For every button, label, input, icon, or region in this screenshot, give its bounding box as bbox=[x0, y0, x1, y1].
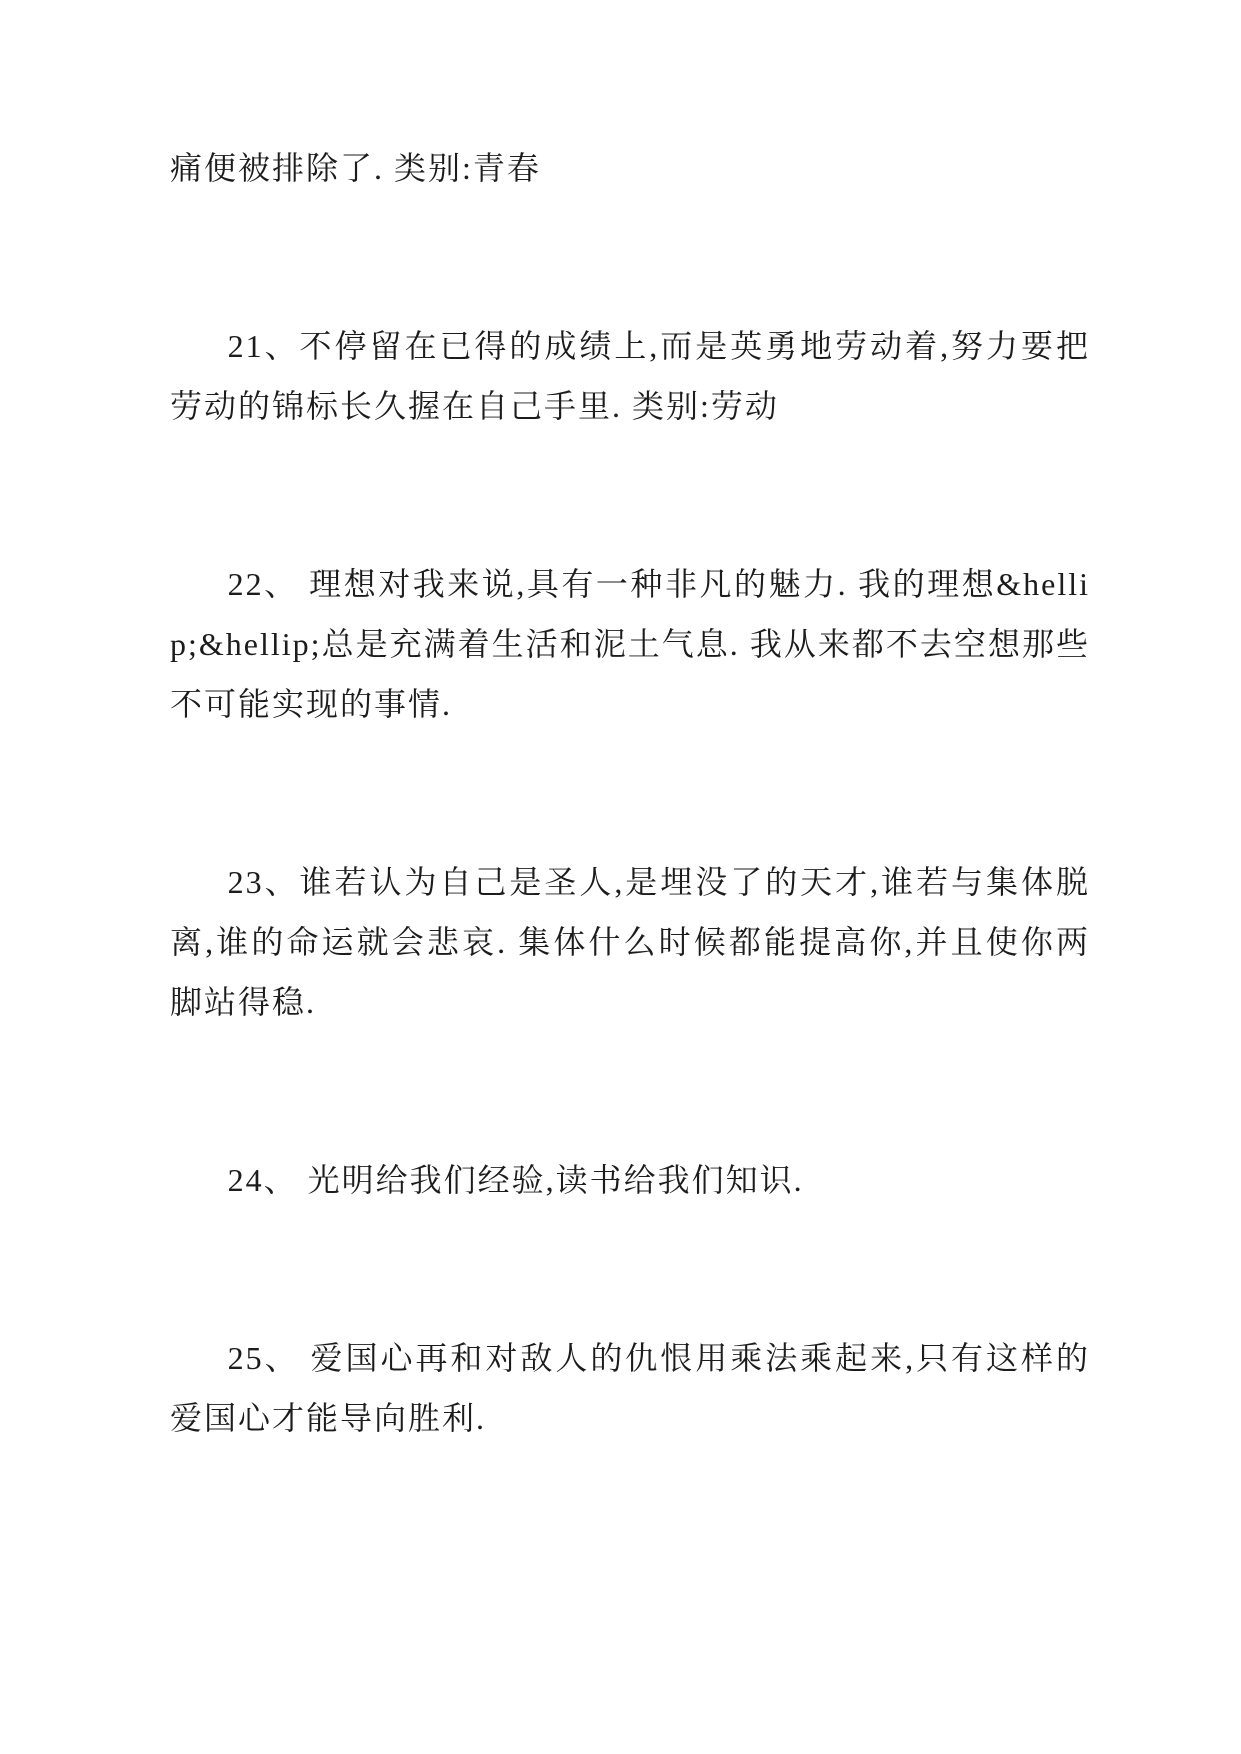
paragraph-quote-24: 24、 光明给我们经验,读书给我们知识. bbox=[227, 1162, 804, 1198]
paragraph-quote-23: 23、谁若认为自己是圣人,是埋没了的天才,谁若与集体脱离,谁的命运就会悲哀. 集体什么时候都能提高你,并且使你两脚站得稳. bbox=[170, 864, 1090, 1020]
paragraph-quote-22: 22、 理想对我来说,具有一种非凡的魅力. 我的理想&hellip;&hellip;总是充满着生活和泥土气息. 我从来都不去空想那些不可能实现的事情. bbox=[170, 566, 1090, 722]
document-body bbox=[170, 138, 1090, 1448]
paragraph-continuation-line: 痛便被排除了. 类别:青春 bbox=[170, 150, 541, 186]
paragraph-quote-25: 25、 爱国心再和对敌人的仇恨用乘法乘起来,只有这样的爱国心才能导向胜利. bbox=[170, 1340, 1090, 1436]
paragraph-quote-21: 21、不停留在已得的成绩上,而是英勇地劳动着,努力要把劳动的锦标长久握在自己手里. 类别:劳动 bbox=[170, 328, 1090, 424]
